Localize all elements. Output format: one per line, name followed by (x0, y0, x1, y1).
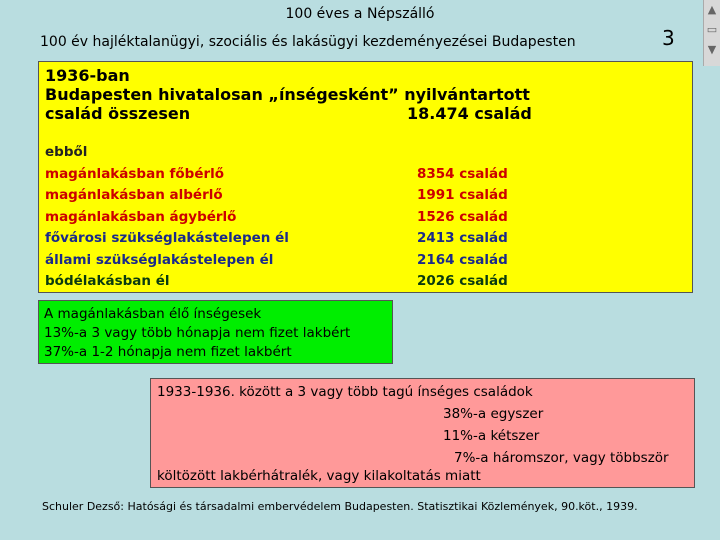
relocation-pink-box (150, 378, 695, 488)
pink-line-title: 1933-1936. között a 3 vagy több tagú ínséges családok (157, 384, 533, 400)
green-box-text (44, 305, 350, 362)
statistics-yellow-box (38, 61, 693, 293)
breakdown-list (45, 142, 685, 293)
viewer-sidebar (703, 0, 720, 66)
green-line-title: A magánlakásban élő ínségesek (44, 306, 262, 322)
row-value: 8354 család (417, 165, 508, 182)
list-item (45, 228, 685, 250)
pink-line-three-times: 7%-a háromszor, vagy többször (454, 450, 669, 466)
list-item (45, 207, 685, 229)
presentation-subtitle: 100 év hajléktalanügyi, szociális és lakásügyi kezdeményezései Budapesten (40, 34, 576, 50)
scroll-down-icon[interactable]: ▼ (707, 43, 717, 56)
panel-icon[interactable]: ▭ (706, 23, 718, 36)
heading-line-year: 1936-ban (45, 66, 130, 85)
row-label: állami szükséglakástelepen él (45, 251, 274, 268)
heading-line-total-label: család összesen (45, 104, 191, 123)
green-line-37: 37%-a 1-2 hónapja nem fizet lakbért (44, 344, 292, 360)
row-value: 1526 család (417, 208, 508, 225)
list-item (45, 185, 685, 207)
list-item (45, 164, 685, 186)
pink-line-reason: költözött lakbérhátralék, vagy kilakoltatás miatt (157, 468, 481, 484)
heading-line-description: Budapesten hivatalosan „ínségesként” nyilvántartott (45, 85, 530, 104)
list-item (45, 250, 685, 272)
row-label: fővárosi szükséglakástelepen él (45, 230, 289, 246)
presentation-title: 100 éves a Népszálló (285, 6, 435, 22)
page-number: 3 (662, 26, 675, 50)
scroll-up-icon[interactable]: ▲ (707, 3, 717, 16)
row-label: magánlakásban albérlő (45, 187, 223, 203)
green-line-13: 13%-a 3 vagy több hónapja nem fizet lakbért (44, 325, 351, 341)
list-item (45, 271, 685, 293)
row-label: magánlakásban főbérlő (45, 165, 225, 182)
row-value: 2026 család (417, 273, 508, 289)
row-value: 2164 család (417, 251, 508, 268)
pink-line-once: 38%-a egyszer (443, 406, 544, 422)
row-label: bódélakásban él (45, 273, 170, 289)
rent-arrears-green-box (38, 300, 393, 364)
pink-line-twice: 11%-a kétszer (443, 428, 540, 444)
row-value: 2413 család (417, 230, 508, 246)
row-label: magánlakásban ágybérlő (45, 208, 237, 225)
row-value: 1991 család (417, 187, 508, 203)
yellow-heading (45, 66, 530, 123)
source-citation: Schuler Dezső: Hatósági és társadalmi embervédelem Budapesten. Statisztikai Közlemények, 90.köt., 1939. (42, 500, 638, 513)
heading-total-value: 18.474 család (407, 104, 532, 123)
breakdown-intro: ebből (45, 144, 88, 160)
